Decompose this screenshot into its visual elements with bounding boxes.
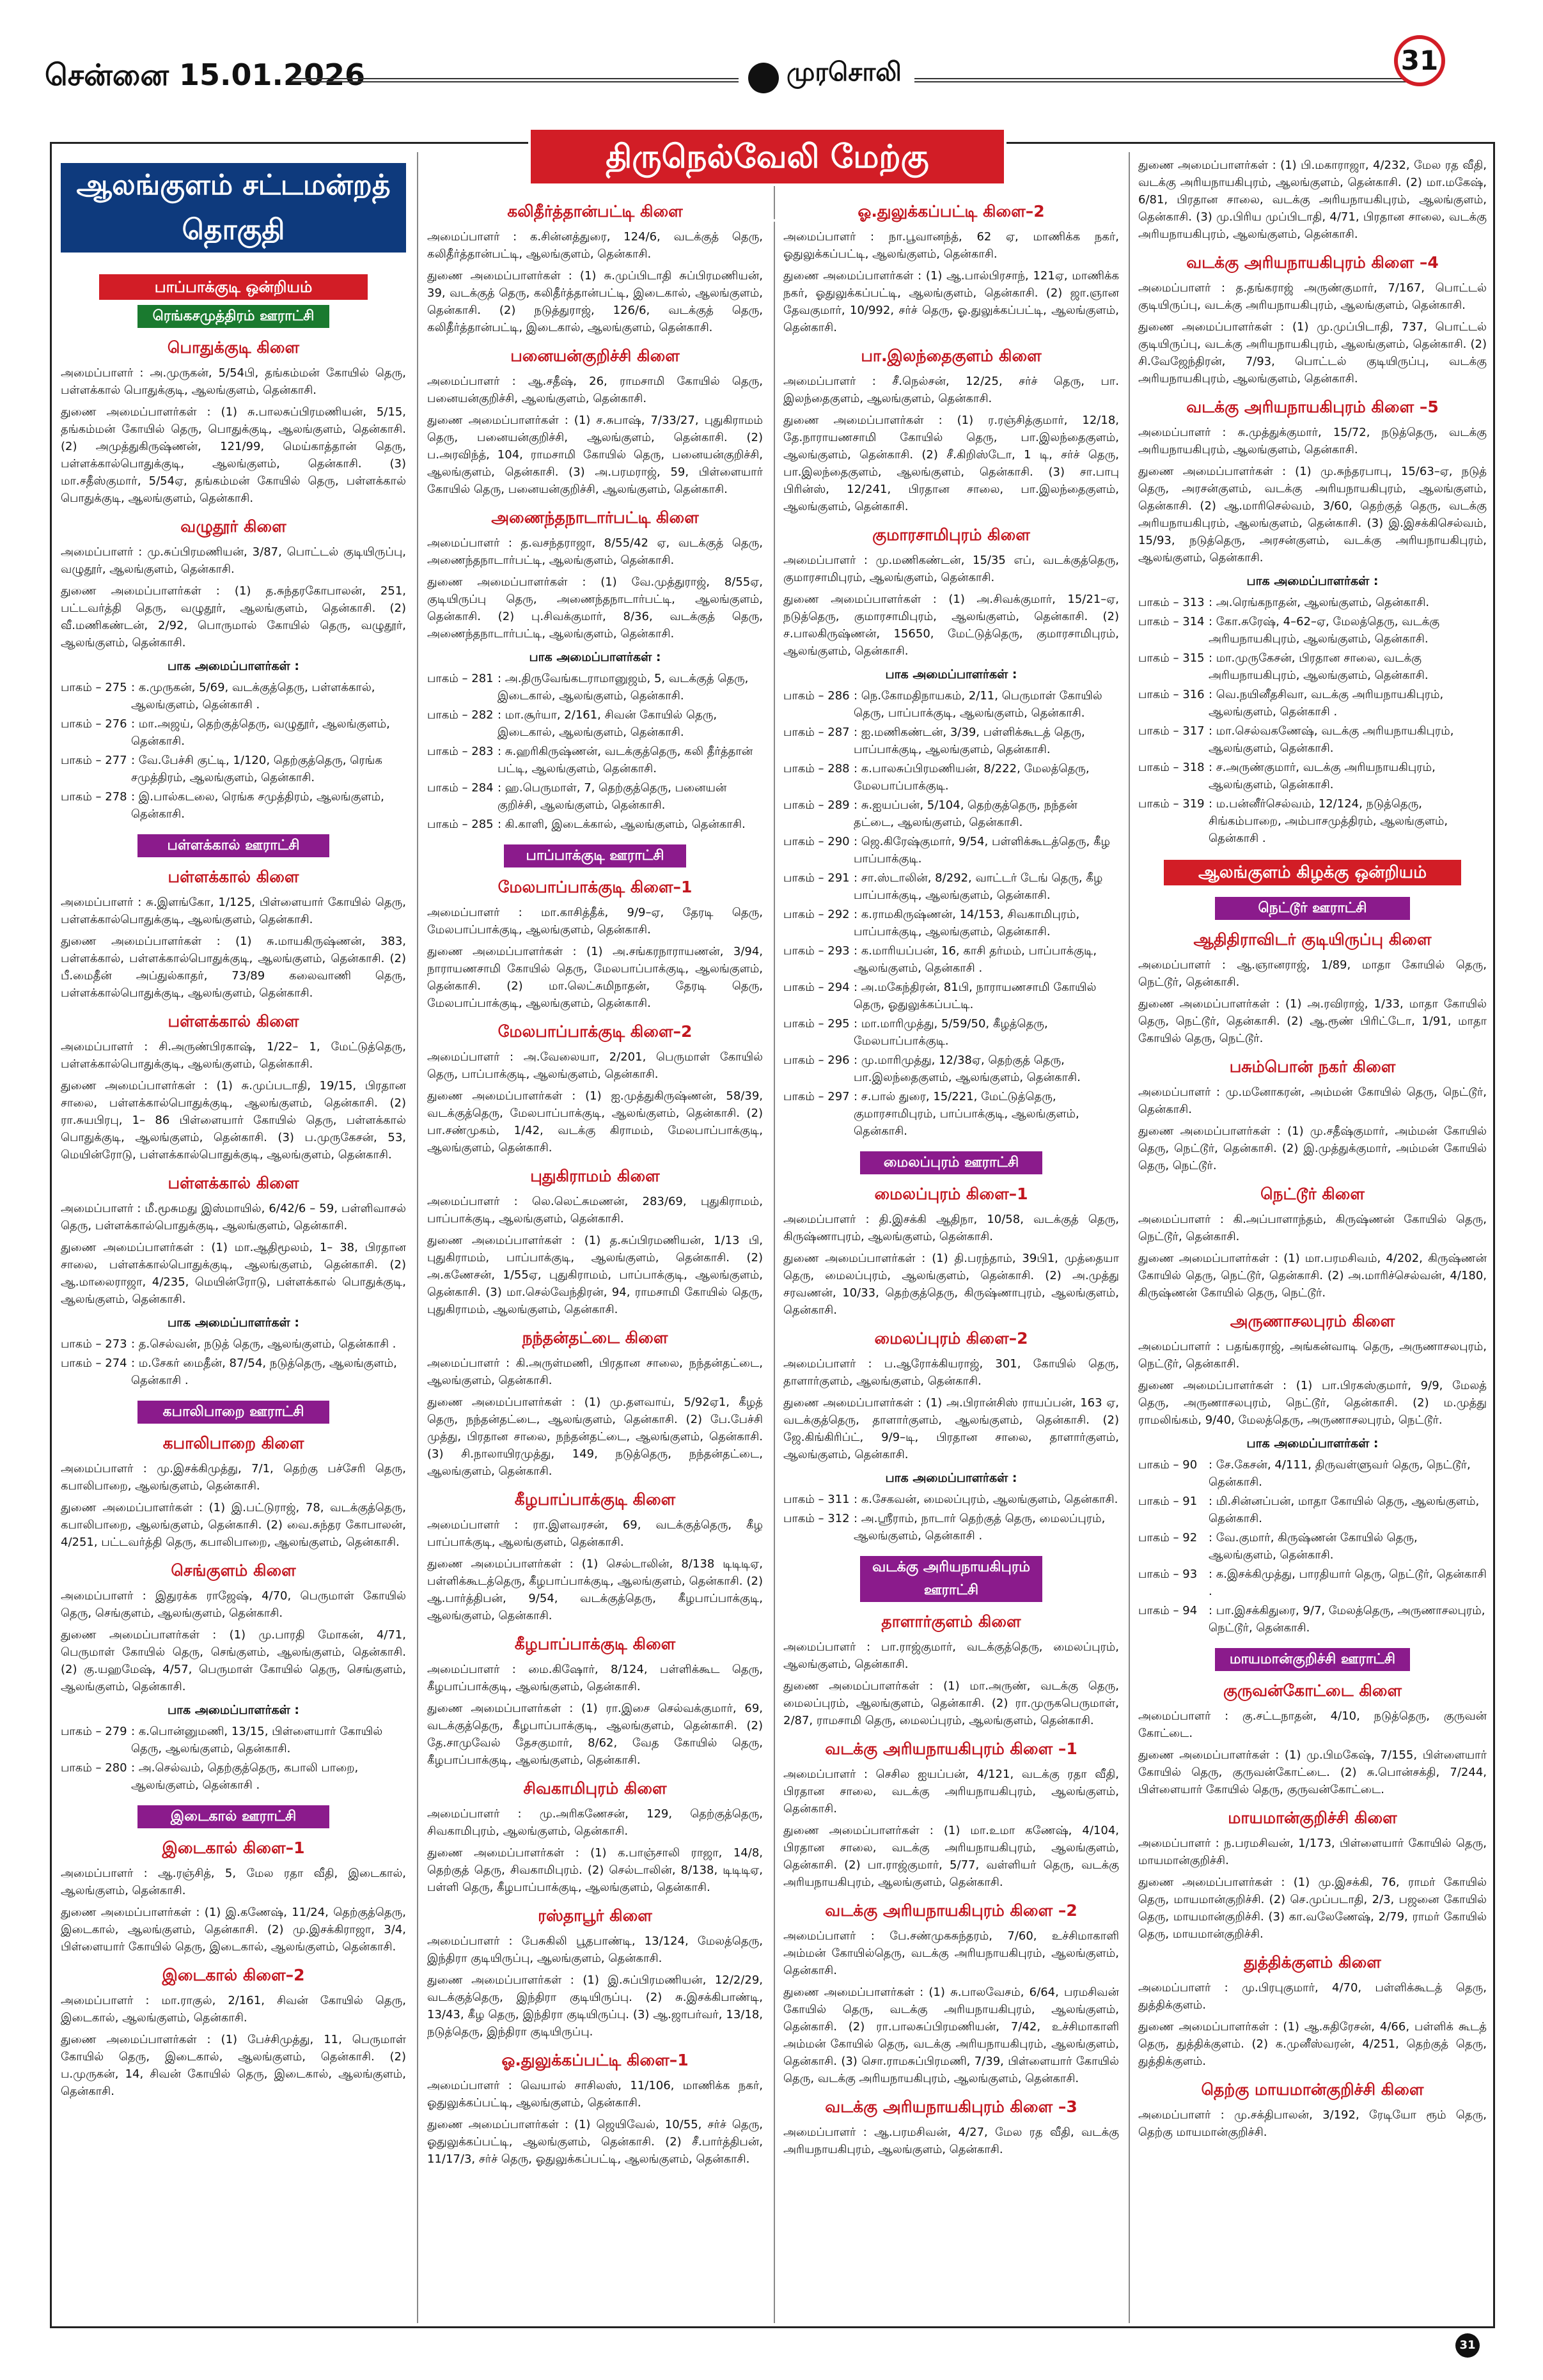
organiser: அமைப்பாளர் : க.சின்னத்துரை, 124/6, வடக்குத் தெரு, கலிதீர்த்தான்பட்டி, ஆலங்குளம், தென்காசி. (427, 230, 763, 261)
kilai-title: அருணாசலபுரம் கிளை (1230, 1312, 1395, 1330)
organiser: அமைப்பாளர் : மை.கிஷோர், 8/124, பள்ளிக்கூட தெரு, கீழபாப்பாக்குடி, ஆலங்குளம், தென்காசி. (427, 1663, 763, 1693)
bagam-row (1138, 759, 1487, 793)
bagam-number: பாகம் – 283 (427, 745, 494, 758)
bagam-text: : மா.அஜய், தெற்குத்தெரு, வழுதூர், ஆலங்குளம், தென்காசி. (131, 717, 390, 748)
bagam-text: : க.பொன்னுமணி, 13/15, பிள்ளையார் கோயில் தெரு, ஆலங்குளம், தென்காசி. (131, 1725, 383, 1755)
kilai-title: மைலப்புரம் கிளை–1 (874, 1185, 1028, 1203)
organiser: அமைப்பாளர் : சி.அருண்பிரகாஷ், 1/22– 1, மேட்டுத்தெரு, பள்ளக்கால்பொதுக்குடி, ஆலங்குளம், தென்காசி. (61, 1040, 406, 1071)
bagam-text: : த.செல்வன், நடுத் தெரு, ஆலங்குளம், தென்காசி . (131, 1337, 396, 1351)
bagam-number: பாகம் – 289 (783, 798, 850, 812)
organiser: அமைப்பாளர் : ரா.இளவரசன், 69, வடக்குத்தெரு, கீழ பாப்பாக்குடி, ஆலங்குளம், தென்காசி. (427, 1518, 763, 1549)
kilai-title: பா.இலந்தைகுளம் கிளை (861, 346, 1042, 365)
bagam-heading: பாக அமைப்பாளர்கள் : (1246, 574, 1379, 588)
bagam-heading: பாக அமைப்பாளர்கள் : (885, 667, 1017, 681)
organiser: அமைப்பாளர் : சு.இளங்கோ, 1/125, பிள்ளையார் கோயில் தெரு, பள்ளக்கால்பொதுக்குடி, ஆலங்குளம், தென்காசி. (61, 896, 406, 926)
organiser: அமைப்பாளர் : மு.இசக்கிமுத்து, 7/1, தெற்கு பச்சேரி தெரு, கபாலிபாறை, ஆலங்குளம், தென்காசி. (61, 1462, 406, 1493)
bagam-heading: பாக அமைப்பாளர்கள் : (167, 1316, 299, 1330)
footer-page-number: 31 (1455, 2333, 1480, 2358)
deputy-organisers: துணை அமைப்பாளர்கள் : (1) சு.முப்பிடாதி சுப்பிரமணியன், 39, வடக்குத் தெரு, கலிதீர்த்தான்பட்டி, இடைகால், ஆலங்குளம், தென்காசி. (2) நடுத்துராஜ், 126/6, வடக்குத் தெரு, கலிதீர்த்தான்பட்டி, இடைகால், ஆலங்குளம், தென்காசி. (427, 269, 763, 334)
deputy-organisers: துணை அமைப்பாளர்கள் : (1) இ.கணேஷ், 11/24, தெற்குத்தெரு, இடைகால், ஆலங்குளம், தென்காசி. (2) மு.இசக்கிராஜா, 3/4, பிள்ளையார் கோயில் தெரு, இடைகால், ஆலங்குளம், தென்காசி. (61, 1906, 406, 1954)
bagam-text: : ச.பால் துரை, 15/221, மேட்டுத்தெரு, குமாரசாமிபுரம், பாப்பாக்குடி, ஆலங்குளம், தென்காசி. (854, 1090, 1079, 1138)
kilai-title: நந்தன்தட்டை கிளை (522, 1328, 668, 1347)
bagam-row (61, 1759, 406, 1794)
bagam-row (783, 1510, 1119, 1544)
bagam-text: : கி.காளி, இடைக்கால், ஆலங்குளம், தென்காசி. (497, 818, 746, 831)
column-divider (774, 152, 775, 2323)
deputy-organisers: துணை அமைப்பாளர்கள் : (1) பி.மகாராஜா, 4/232, மேல ரத வீதி, வடக்கு அரியநாயகிபுரம், ஆலங்குளம், தென்காசி. (2) மா.மகேஷ், 6/81, பிரதான சாலை, வடக்கு அரியநாயகிபுரம், ஆலங்குளம், தென்காசி. (3) மு.பிரிய முப்பிடாதி, 4/71, பிரதான சாலை, வடக்கு அரியநாயகிபுரம், ஆலங்குளம், தென்காசி. (1138, 159, 1487, 241)
kilai-title: பனையன்குறிச்சி கிளை (510, 346, 680, 365)
bagam-row (783, 979, 1119, 1013)
deputy-organisers: துணை அமைப்பாளர்கள் : (1) மா.ஆதிமூலம், 1– 38, பிரதான சாலை, பள்ளக்கால்பொதுக்குடி, ஆலங்குளம், தென்காசி. (2) ஆ.மாலைராஜா, 4/235, மெயின்ரோடு, பள்ளக்கால் பொதுக்குடி, ஆலங்குளம், தென்காசி. (61, 1241, 406, 1306)
bagam-row (427, 743, 763, 777)
bagam-row (61, 715, 406, 750)
ooratchi-title: மாயமான்குறிச்சி ஊராட்சி (1215, 1648, 1410, 1671)
bagam-row (427, 816, 763, 833)
deputy-organisers: துணை அமைப்பாளர்கள் : (1) ஐ.முத்துகிருஷ்ணன், 58/39, வடக்குத்தெரு, மேலபாப்பாக்குடி, ஆலங்குளம், தென்காசி. (2) பா.சண்முகம், 1/42, வடக்கு கிராமம், மேலபாப்பாக்குடி, ஆலங்குளம், தென்காசி. (427, 1089, 763, 1155)
bagam-row (783, 906, 1119, 940)
kilai-title: சிவகாமிபுரம் கிளை (523, 1779, 667, 1798)
bagam-text: : ச.அருண்குமார், வடக்கு அரியநாயகிபுரம், ஆலங்குளம், தென்காசி. (1209, 761, 1436, 791)
bagam-text: : ஐ.மணிகண்டன், 3/39, பள்ளிக்கூடத் தெரு, பாப்பாக்குடி, ஆலங்குளம், தென்காசி. (854, 726, 1085, 756)
organiser: அமைப்பாளர் : பேசுகிலி பூதபாண்டி, 13/124, மேலத்தெரு, இந்திரா குடியிருப்பு, ஆலங்குளம், தென்காசி. (427, 1934, 763, 1965)
bagam-number: பாகம் – 291 (783, 871, 850, 885)
column-2 (427, 192, 763, 2353)
bagam-number: பாகம் – 295 (783, 1017, 850, 1031)
bagam-row (783, 1088, 1119, 1140)
bagam-row (783, 1491, 1119, 1508)
organiser: அமைப்பாளர் : தி.இசக்கி ஆதிநா, 10/58, வடக்குத் தெரு, கிருஷ்ணாபுரம், ஆலங்குளம், தென்காசி. (783, 1213, 1119, 1243)
kilai-title: ரஸ்தாபூர் கிளை (538, 1906, 652, 1925)
kilai-title: மேலபாப்பாக்குடி கிளை–1 (497, 878, 693, 896)
deputy-organisers: துணை அமைப்பாளர்கள் : (1) தி.பரந்தாம், 39பி1, முத்தையா தெரு, மைலப்புரம், ஆலங்குளம், தென்காசி. (2) அ.முத்து சரவணன், 10/33, தெற்குத்தெரு, கிருஷ்ணாபுரம், ஆலங்குளம், தென்காசி. (783, 1252, 1119, 1317)
bagam-number: பாகம் – 285 (427, 818, 494, 831)
organiser: அமைப்பாளர் : ஆ.ரஞ்சித், 5, மேல ரதா வீதி, இடைகால், ஆலங்குளம், தென்காசி. (61, 1867, 406, 1897)
bagam-number: பாகம் – 314 (1138, 615, 1205, 628)
bagam-row (783, 687, 1119, 722)
bagam-heading: பாக அமைப்பாளர்கள் : (167, 1703, 299, 1717)
bagam-number: பாகம் – 281 (427, 672, 494, 685)
deputy-organisers: துணை அமைப்பாளர்கள் : (1) ச.சுபாஷ், 7/33/27, புதுகிராமம் தெரு, பனையன்குறிச்சி, ஆலங்குளம், தென்காசி. (2) ப.அரவிந்த், 104, ராமசாமி கோயில் தெரு, பனையன்குறிச்சி, ஆலங்குளம், தென்காசி. (3) அ.பரமராஜ், 59, பிள்ளையார் கோயில் தெரு, பனையன்குறிச்சி, ஆலங்குளம், தென்காசி. (427, 414, 763, 496)
elephant-logo-icon (748, 63, 779, 93)
ooratchi-title: வடக்கு அரியநாயகிபுரம் ஊராட்சி (860, 1556, 1042, 1602)
bagam-number: பாகம் – 280 (61, 1761, 127, 1775)
bagam-text: : சே.கேசன், 4/111, திருவள்ளுவர் தெரு, நெட்டூர், தென்காசி. (1209, 1458, 1471, 1489)
kilai-title: குருவன்கோட்டை கிளை (1223, 1681, 1402, 1700)
deputy-organisers: துணை அமைப்பாளர்கள் : (1) மு.பிமகேஷ், 7/155, பிள்ளையார் கோயில் தெரு, குருவன்கோட்டை. (2) சு.பொன்சக்தி, 7/244, பிள்ளையார் கோயில் தெரு, குருவன்கோட்டை. (1138, 1748, 1487, 1796)
organiser: அமைப்பாளர் : அ.வேலையா, 2/201, பெருமாள் கோயில் தெரு, பாப்பாக்குடி, ஆலங்குளம், தென்காசி. (427, 1050, 763, 1081)
organiser: அமைப்பாளர் : நா.பூவானந்த், 62 ஏ, மாணிக்க நகர், ஓதுலுக்கப்பட்டி, ஆலங்குளம், தென்காசி. (783, 230, 1119, 261)
kilai-title: செங்குளம் கிளை (171, 1561, 296, 1580)
kilai-title: தாளார்குளம் கிளை (881, 1612, 1021, 1631)
deputy-organisers: துணை அமைப்பாளர்கள் : (1) சு.பாலவேசம், 6/64, பரமசிவன் கோயில் தெரு, வடக்கு அரியநாயகிபுரம், ஆலங்குளம், தென்காசி. (2) ரா.பாலசுப்பிரமணியன், 7/42, உச்சிமாகாளி அம்மன் கோயில் தெரு, வடக்கு அரியநாயகிபுரம், ஆலங்குளம், தென்காசி. (3) சொ.ராமசுப்பிரமணி, 7/39, பிள்ளையார் கோயில் தெரு, வடக்கு அரியநாயகிபுரம், ஆலங்குளம், தென்காசி. (783, 1986, 1119, 2085)
kilai-title: பசும்பொன் நகர் கிளை (1229, 1057, 1396, 1076)
bagam-number: பாகம் – 296 (783, 1054, 850, 1067)
organiser: அமைப்பாளர் : ந.பரமசிவன், 1/173, பிள்ளையார் கோயில் தெரு, மாயமான்குறிச்சி. (1138, 1837, 1487, 1867)
organiser: அமைப்பாளர் : த.வசந்தராஜா, 8/55/42 ஏ, வடக்குத் தெரு, அணைந்தநாடார்பட்டி, ஆலங்குளம், தென்காசி. (427, 536, 763, 567)
kilai-title: குமாரசாமிபுரம் கிளை (872, 525, 1030, 544)
bagam-heading: பாக அமைப்பாளர்கள் : (1246, 1436, 1379, 1451)
kilai-title: மைலப்புரம் கிளை–2 (874, 1329, 1028, 1348)
bagam-row (783, 833, 1119, 867)
deputy-organisers: துணை அமைப்பாளர்கள் : (1) மு.சுந்தரபாபு, 15/63–ஏ, நடுத் தெரு, அரசன்குளம், வடக்கு அரியநாயகிபுரம், ஆலங்குளம், தென்காசி. (2) ஆ.மாரிசெல்வம், 3/60, தெற்குத் தெரு, வடக்கு அரியநாயகிபுரம், ஆலங்குளம், தென்காசி. (3) இ.இசக்கிசெல்வம், 15/93, நடுத்தெரு, அரசன்குளம், வடக்கு அரியநாயகிபுரம், ஆலங்குளம், தென்காசி. (1138, 465, 1487, 564)
bagam-text: : கோ.சுரேஷ், 4–62–ஏ, மேலத்தெரு, வடக்கு அரியநாயகிபுரம், ஆலங்குளம், தென்காசி. (1209, 615, 1440, 646)
bagam-number: பாகம் – 275 (61, 681, 127, 694)
bagam-text: : மா.முருகேசன், பிரதான சாலை, வடக்கு அரியநாயகிபுரம், ஆலங்குளம், தென்காசி. (1209, 651, 1429, 682)
deputy-organisers: துணை அமைப்பாளர்கள் : (1) க.பாஞ்சாலி ராஜா, 14/8, தெற்குத் தெரு, சிவகாமிபுரம். (2) செல்டாலின், 8/138, டிடிடிஏ, பள்ளி தெரு, கீழபாப்பாக்குடி, ஆலங்குளம், தென்காசி. (427, 1846, 763, 1894)
organiser: அமைப்பாளர் : வெயால் சாசிலஸ், 11/106, மாணிக்க நகர், ஓதுலுக்கப்பட்டி, ஆலங்குளம், தென்காசி. (427, 2079, 763, 2110)
bagam-row (61, 1335, 406, 1353)
bagam-text: : மு.மாரிமுத்து, 12/38ஏ, தெற்குத் தெரு, பா.இலந்தைகுளம், ஆலங்குளம், தென்காசி. (854, 1054, 1081, 1084)
bagam-row (1138, 1529, 1487, 1564)
column-1 (61, 157, 406, 2317)
kilai-title: தெற்கு மாயமான்குறிச்சி கிளை (1201, 2080, 1424, 2099)
deputy-organisers: துணை அமைப்பாளர்கள் : (1) பா.பிரகஸ்குமார், 9/9, மேலத் தெரு, அருணாசலபுரம், நெட்டூர், தென்காசி. (2) ம.முத்து ராமலிங்கம், 9/40, மேலத்தெரு, அருணாசலபுரம், நெட்டூர். (1138, 1379, 1487, 1427)
organiser: அமைப்பாளர் : ஆ.சதீஷ், 26, ராமசாமி கோயில் தெரு, பனையன்குறிச்சி, ஆலங்குளம், தென்காசி. (427, 375, 763, 405)
organiser: அமைப்பாளர் : மு.அரிகணேசன், 129, தெற்குத்தெரு, சிவகாமிபுரம், ஆலங்குளம், தென்காசி. (427, 1807, 763, 1838)
deputy-organisers: துணை அமைப்பாளர்கள் : (1) ஜெயிவேல், 10/55, சர்ச் தெரு, ஓதுலுக்கப்பட்டி, ஆலங்குளம், தென்காசி. (2) சீ.பார்த்திபன், 11/17/3, சர்ச் தெரு, ஓதுலுக்கப்பட்டி, ஆலங்குளம், தென்காசி. (427, 2118, 763, 2166)
kilai-title: இடைகால் கிளை–1 (162, 1839, 305, 1857)
organiser: அமைப்பாளர் : மு.சக்திபாலன், 3/192, ரேடியோ ரூம் தெரு, தெற்கு மாயமான்குறிச்சி. (1138, 2108, 1487, 2139)
bagam-row (783, 724, 1119, 758)
bagam-row (1138, 594, 1487, 611)
bagam-text: : வே.பேச்சி குட்டி, 1/120, தெற்குத்தெரு, ரெங்க சமுத்திரம், ஆலங்குளம், தென்காசி. (131, 754, 382, 784)
deputy-organisers: துணை அமைப்பாளர்கள் : (1) த.சுப்பிரமணியன், 1/13 பி, புதுகிராமம், பாப்பாக்குடி, ஆலங்குளம், தென்காசி. (2) அ.கணேசன், 1/55ஏ, புதுகிராமம், பாப்பாக்குடி, ஆலங்குளம், தென்காசி. (3) மா.செல்வேந்திரன், 94, ராமசாமி கோயில் தெரு, புதுகிராமம், ஆலங்குளம், தென்காசி. (427, 1234, 763, 1316)
deputy-organisers: துணை அமைப்பாளர்கள் : (1) மு.முப்பிடாதி, 737, பொட்டல் குடியிருப்பு, வடக்கு அரியநாயகிபுரம், ஆலங்குளம், தென்காசி. (2) சி.வேஜேந்திரன், 7/93, பொட்டல் குடியிருப்பு, வடக்கு அரியநாயகிபுரம், ஆலங்குளம், தென்காசி. (1138, 320, 1487, 385)
deputy-organisers: துணை அமைப்பாளர்கள் : (1) இ.சுப்பிரமணியன், 12/2/29, வடக்குத்தெரு, இந்திரா குடியிருப்பு. (2) சு.இசக்கிபாண்டி, 13/43, கீழ தெரு, இந்திரா குடியிருப்பு. (3) ஆ.ஜாபர்வர், 13/18, நடுத்தெரு, இந்திரா குடியிருப்பு. (427, 1973, 763, 2039)
bagam-row (783, 797, 1119, 831)
bagam-number: பாகம் – 91 (1138, 1495, 1198, 1508)
bagam-number: பாகம் – 315 (1138, 651, 1205, 665)
bagam-row (1138, 613, 1487, 648)
organiser: அமைப்பாளர் : மு.மணிகண்டன், 15/35 எப், வடக்குத்தெரு, குமாரசாமிபுரம், ஆலங்குளம், தென்காசி. (783, 554, 1119, 584)
bagam-text: : நெ.கோமதிநாயகம், 2/11, பெருமாள் கோயில் தெரு, பாப்பாக்குடி, ஆலங்குளம், தென்காசி. (854, 689, 1102, 720)
bagam-row (783, 1052, 1119, 1086)
bagam-text: : அ.மகேந்திரன், 81பி, நாராயணசாமி கோயில் தெரு, ஓதுலுக்கப்பட்டி. (854, 981, 1097, 1011)
bagam-number: பாகம் – 277 (61, 754, 127, 767)
bagam-number: பாகம் – 282 (427, 708, 494, 722)
kilai-title: நெட்டூர் கிளை (1260, 1185, 1365, 1203)
kilai-title: மாயமான்குறிச்சி கிளை (1228, 1808, 1397, 1827)
deputy-organisers: துணை அமைப்பாளர்கள் : (1) மு.தளவாய், 5/92ஏ1, கீழத் தெரு, நந்தன்தட்டை, ஆலங்குளம், தென்காசி. (2) பே.பேச்சி முத்து, பிரதான சாலை, நந்தன்தட்டை, ஆலங்குளம், தென்காசி. (3) சி.நாலாயிரமுத்து, 149, நடுத்தெரு, நந்தன்தட்டை, ஆலங்குளம், தென்காசி. (427, 1396, 763, 1478)
bagam-row (61, 752, 406, 786)
bagam-number: பாகம் – 94 (1138, 1604, 1198, 1617)
bagam-number: பாகம் – 90 (1138, 1458, 1198, 1472)
organiser: அமைப்பாளர் : ஆ.பரமசிவன், 4/27, மேல ரத வீதி, வடக்கு அரியநாயகிபுரம், ஆலங்குளம், தென்காசி. (783, 2126, 1119, 2156)
deputy-organisers: துணை அமைப்பாளர்கள் : (1) சு.பாலசுப்பிரமணியன், 5/15, தங்கம்மன் கோயில் தெரு, பொதுக்குடி, ஆலங்குளம், தென்காசி. (2) அமுத்துகிருஷ்ணன், 121/99, மெய்காத்தான் தெரு, பள்ளக்கால்பொதுக்குடி, ஆலங்குளம், தென்காசி. (3) மா.சதீஸ்குமார், 5/54ஏ, தங்கம்மன் கோயில் தெரு, பள்ளக்கால் பொதுக்குடி, ஆலங்குளம், தென்காசி. (61, 405, 406, 505)
deputy-organisers: துணை அமைப்பாளர்கள் : (1) மா.அருண், வடக்கு தெரு, மைலப்புரம், ஆலங்குளம், தென்காசி. (2) ரா.முருகபெருமாள், 2/87, ராமசாமி தெரு, மைலப்புரம், ஆலங்குளம், தென்காசி. (783, 1679, 1119, 1727)
organiser: அமைப்பாளர் : கி.அருள்மணி, பிரதான சாலை, நந்தன்தட்டை, ஆலங்குளம், தென்காசி. (427, 1357, 763, 1387)
union-title: பாப்பாக்குடி ஒன்றியம் (99, 274, 368, 300)
deputy-organisers: துணை அமைப்பாளர்கள் : (1) ரா.இசை செல்வக்குமார், 69, வடக்குத்தெரு, கீழபாப்பாக்குடி, ஆலங்குளம், தென்காசி. (2) தே.சாமுவேல் தேசகுமார், 8/62, வேத கோயில் தெரு, கீழபாப்பாக்குடி, ஆலங்குளம், தென்காசி. (427, 1702, 763, 1767)
organiser: அமைப்பாளர் : இதுரக்க ராஜேஷ், 4/70, பெருமாள் கோயில் தெரு, செங்குளம், ஆலங்குளம், தென்காசி. (61, 1589, 406, 1620)
bagam-row (1138, 649, 1487, 684)
deputy-organisers: துணை அமைப்பாளர்கள் : (1) ஆ.பால்பிரசாந், 121ஏ, மாணிக்க நகர், ஓதுலுக்கப்பட்டி, ஆலங்குளம், தென்காசி. (2) ஜா.ஞான தேவகுமார், 10/992, சர்ச் தெரு, ஓ.துலுக்கப்பட்டி, ஆலங்குளம், தென்காசி. (783, 269, 1119, 334)
bagam-text: : சு.ஹரிகிருஷ்ணன், வடக்குத்தெரு, கலி தீர்த்தான் பட்டி, ஆலங்குளம், தென்காசி. (497, 745, 753, 775)
newspaper-name: முரசொலி (787, 58, 902, 87)
organiser: அமைப்பாளர் : செசில ஐயப்பன், 4/121, வடக்கு ரதா வீதி, பிரதான சாலை, வடக்கு அரியநாயகிபுரம், ஆலங்குளம், தென்காசி. (783, 1768, 1119, 1816)
bagam-heading: பாக அமைப்பாளர்கள் : (167, 659, 299, 673)
district-title: திருநெல்வேலி மேற்கு மாவட்டம் (531, 130, 1004, 183)
constituency-title: ஆலங்குளம் சட்டமன்றத் தொகுதி (61, 163, 406, 253)
deputy-organisers: துணை அமைப்பாளர்கள் : (1) மா.உமா கணேஷ், 4/104, பிரதான சாலை, வடக்கு அரியநாயகிபுரம், ஆலங்குளம், தென்காசி. (2) பா.ராஜ்குமார், 5/77, வள்ளியர் தெரு, வடக்கு அரியநாயகிபுரம், ஆலங்குளம், தென்காசி. (783, 1824, 1119, 1889)
bagam-number: பாகம் – 286 (783, 689, 850, 703)
kilai-title: வடக்கு அரியநாயகிபுரம் கிளை –2 (825, 1901, 1077, 1920)
bagam-row (61, 788, 406, 823)
bagam-text: : க.முருகன், 5/69, வடக்குத்தெரு, பள்ளக்கால், ஆலங்குளம், தென்காசி . (131, 681, 375, 712)
kilai-title: கலிதீர்த்தான்பட்டி கிளை (507, 202, 683, 221)
kilai-title: வடக்கு அரியநாயகிபுரம் கிளை –3 (825, 2097, 1077, 2116)
kilai-title: வடக்கு அரியநாயகிபுரம் கிளை –1 (825, 1739, 1077, 1758)
deputy-organisers: துணை அமைப்பாளர்கள் : (1) வே.முத்துராஜ், 8/55ஏ, குடியிருப்பு தெரு, அணைந்தநாடார்பட்டி, ஆலங்குளம், தென்காசி. (2) பு.சிவக்குமார், 8/36, வடக்குத் தெரு, அணைந்தநாடார்பட்டி, ஆலங்குளம், தென்காசி. (427, 575, 763, 641)
bagam-text: : இ.பால்கடலை, ரெங்க சமுத்திரம், ஆலங்குளம், தென்காசி. (131, 790, 384, 821)
ooratchi-title: கபாலிபாறை ஊராட்சி (137, 1401, 329, 1424)
bagam-number: பாகம் – 318 (1138, 761, 1205, 774)
deputy-organisers: துணை அமைப்பாளர்கள் : (1) மு.இசக்கி, 76, ராமர் கோயில் தெரு, மாயமான்குறிச்சி. (2) செ.முப்படாதி, 2/3, பஜனை கோயில் தெரு, மாயமான்குறிச்சி. (3) கா.வலேணேஷ், 2/79, ராமர் கோயில் தெரு, மாயமான்குறிச்சி. (1138, 1876, 1487, 1941)
kilai-title: பள்ளக்கால் கிளை (168, 867, 299, 886)
bagam-text: : சா.ஸ்டாலின், 8/292, வாட்டர் டேங் தெரு, கீழ பாப்பாக்குடி, ஆலங்குளம், தென்காசி. (854, 871, 1103, 902)
ooratchi-title: ரெங்கசமுத்திரம் ஊராட்சி (137, 305, 329, 328)
bagam-text: : க.பாலசுப்பிரமணியன், 8/222, மேலத்தெரு, மேலபாப்பாக்குடி. (854, 762, 1090, 793)
ooratchi-title: இடைகால் ஊராட்சி (137, 1805, 329, 1828)
bagam-number: பாகம் – 290 (783, 835, 850, 848)
organiser: அமைப்பாளர் : மா.ராகுல், 2/161, சிவன் கோயில் தெரு, இடைகால், ஆலங்குளம், தென்காசி. (61, 1994, 406, 2025)
bagam-number: பாகம் – 287 (783, 726, 850, 739)
kilai-title: பொதுக்குடி கிளை (167, 338, 300, 357)
bagam-text: : மா.செல்வகணேஷ், வடக்கு அரியநாயகிபுரம், ஆலங்குளம், தென்காசி. (1209, 724, 1454, 755)
column-3 (783, 192, 1119, 2353)
bagam-row (427, 779, 763, 814)
deputy-organisers: துணை அமைப்பாளர்கள் : (1) அ.பிரான்சிஸ் ராயப்பன், 163 ஏ, வடக்குத்தெரு, தாளார்குளம், ஆலங்குளம், தென்காசி. (2) ஜே.கிங்கிரிப்ட், 9/9–டி, பிரதான சாலை, தாளார்குளம், ஆலங்குளம், தென்காசி. (783, 1396, 1119, 1461)
union-title: ஆலங்குளம் கிழக்கு ஒன்றியம் (1164, 860, 1461, 885)
kilai-title: இடைகால் கிளை–2 (162, 1966, 305, 1984)
bagam-text: : க.ராமகிருஷ்ணன், 14/153, சிவகாமிபுரம், பாப்பாக்குடி, ஆலங்குளம், தென்காசி. (854, 908, 1080, 938)
bagam-row (783, 760, 1119, 795)
organiser: அமைப்பாளர் : கு.சட்டநாதன், 4/10, நடுத்தெரு, குருவன் கோட்டை. (1138, 1709, 1487, 1740)
bagam-heading: பாக அமைப்பாளர்கள் : (885, 1471, 1017, 1485)
bagam-row (1138, 795, 1487, 847)
organiser: அமைப்பாளர் : பே.சண்முகசுந்தரம், 7/60, உச்சிமாகாளி அம்மன் கோயில்தெரு, வடக்கு அரியநாயகிபுரம், ஆலங்குளம், தென்காசி. (783, 1929, 1119, 1977)
ooratchi-title: நெட்டூர் ஊராட்சி (1215, 897, 1410, 920)
bagam-row (427, 670, 763, 704)
bagam-text: : மி.சின்னப்பன், மாதா கோயில் தெரு, ஆலங்குளம், தென்காசி. (1209, 1495, 1480, 1525)
bagam-text: : க.இசக்கிமுத்து, பாரதியார் தெரு, நெட்டூர், தென்காசி . (1209, 1567, 1487, 1598)
bagam-text: : அ.திருவேங்கடராமானுஜம், 5, வடக்குத் தெரு, இடைகால், ஆலங்குளம், தென்காசி. (497, 672, 749, 703)
ooratchi-title: பள்ளக்கால் ஊராட்சி (137, 834, 329, 857)
deputy-organisers: துணை அமைப்பாளர்கள் : (1) இ.பட்டுராஜ், 78, வடக்குத்தெரு, கபாலிபாறை, ஆலங்குளம், தென்காசி. (2) வை.சுந்தர கோபாலன், 4/251, பட்டவர்த்தி தெரு, கபாலிபாறை, ஆலங்குளம், தென்காசி. (61, 1501, 406, 1549)
kilai-title: புதுகிராமம் கிளை (530, 1167, 660, 1185)
organiser: அமைப்பாளர் : சீ.நெல்சன், 12/25, சர்ச் தெரு, பா. இலந்தைகுளம், ஆலங்குளம், தென்காசி. (783, 375, 1119, 405)
bagam-text: : மா.மாரிமுத்து, 5/59/50, கீழத்தெரு, மேலபாப்பாக்குடி. (854, 1017, 1048, 1048)
kilai-title: பள்ளக்கால் கிளை (168, 1012, 299, 1031)
deputy-organisers: துணை அமைப்பாளர்கள் : (1) மு.பாரதி மோகன், 4/71, பெருமாள் கோயில் தெரு, செங்குளம், ஆலங்குளம், தென்காசி. (2) கு.யஹமேஷ், 4/57, பெருமாள் கோயில் தெரு, செங்குளம், ஆலங்குளம், தென்காசி. (61, 1628, 406, 1693)
bagam-number: பாகம் – 273 (61, 1337, 127, 1351)
organiser: அமைப்பாளர் : மு.பிரபுகுமார், 4/70, பள்ளிக்கூடத் தெரு, துத்திக்குளம். (1138, 1981, 1487, 2012)
organiser: அமைப்பாளர் : மு.சுப்பிரமணியன், 3/87, பொட்டல் குடியிருப்பு, வழுதூர், ஆலங்குளம், தென்காசி. (61, 545, 406, 576)
organiser: அமைப்பாளர் : பா.ராஜ்குமார், வடக்குத்தெரு, மைலப்புரம், ஆலங்குளம், தென்காசி. (783, 1640, 1119, 1671)
deputy-organisers: துணை அமைப்பாளர்கள் : (1) மு.சதீஷ்குமார், அம்மன் கோயில் தெரு, நெட்டூர், தென்காசி. (2) இ.முத்துக்குமார், அம்மன் கோயில் தெரு, நெட்டூர். (1138, 1124, 1487, 1172)
bagam-heading: பாக அமைப்பாளர்கள் : (529, 650, 661, 664)
bagam-number: பாகம் – 293 (783, 944, 850, 958)
deputy-organisers: துணை அமைப்பாளர்கள் : (1) த.சுந்தரகோபாலன், 251, பட்டவர்த்தி தெரு, வழுதூர், ஆலங்குளம், தென்காசி. (2) வீ.மணிகண்டன், 2/92, பொருமால் கோயில் தெரு, வழுதூர், ஆலங்குளம், தென்காசி. (61, 584, 406, 649)
bagam-text: : அ.செல்வம், தெற்குத்தெரு, கபாலி பாறை, ஆலங்குளம், தென்காசி . (131, 1761, 359, 1792)
organiser: அமைப்பாளர் : லெ.லெட்சுமணன், 283/69, புதுகிராமம், பாப்பாக்குடி, ஆலங்குளம், தென்காசி. (427, 1195, 763, 1225)
organiser: அமைப்பாளர் : அ.முருகன், 5/54பி, தங்கம்மன் கோயில் தெரு, பள்ளக்கால் பொதுக்குடி, ஆலங்குளம், தென்காசி. (61, 366, 406, 397)
ooratchi-title: பாப்பாக்குடி ஊராட்சி (504, 844, 686, 867)
kilai-title: அணைந்தநாடார்பட்டி கிளை (491, 508, 699, 527)
organiser: அமைப்பாளர் : மீ.மூசுமது இஸ்மாயில், 6/42/6 – 59, பள்ளிவாசல் தெரு, பள்ளக்கால்பொதுக்குடி, ஆலங்குளம், தென்காசி. (61, 1202, 406, 1233)
bagam-number: பாகம் – 92 (1138, 1531, 1198, 1544)
kilai-title: ஆதிதிராவிடர் குடியிருப்பு கிளை (1193, 930, 1432, 949)
bagam-text: : வே.குமார், கிருஷ்ணன் கோயில் தெரு, ஆலங்குளம், தென்காசி. (1209, 1531, 1418, 1562)
deputy-organisers: துணை அமைப்பாளர்கள் : (1) சு.மாயகிருஷ்ணன், 383, பள்ளக்கால், பள்ளக்கால்பொதுக்குடி, ஆலங்குளம், தென்காசி. (2) பீ.மைதீன் அப்துல்காதர், 73/89 கலைவாணி தெரு, பள்ளக்கால்பொதுக்குடி, ஆலங்குளம், தென்காசி. (61, 935, 406, 1000)
city-date: சென்னை 15.01.2026 (45, 58, 366, 92)
bagam-text: : அ.ரெங்கநாதன், ஆலங்குளம், தென்காசி. (1209, 596, 1430, 609)
bagam-number: பாகம் – 276 (61, 717, 127, 731)
bagam-row (1138, 1493, 1487, 1527)
masthead-rule-left (291, 78, 739, 82)
organiser: அமைப்பாளர் : கி.அப்பாளாந்தம், கிருஷ்ணன் கோயில் தெரு, நெட்டூர், தென்காசி. (1138, 1213, 1487, 1243)
column-divider (417, 152, 418, 2323)
kilai-title: கீழபாப்பாக்குடி கிளை (514, 1490, 676, 1509)
organiser: அமைப்பாளர் : சு.முத்துக்குமார், 15/72, நடுத்தெரு, வடக்கு அரியநாயகிபுரம், ஆலங்குளம், தென்காசி. (1138, 426, 1487, 456)
kilai-title: வடக்கு அரியநாயகிபுரம் கிளை –5 (1186, 398, 1439, 416)
bagam-text: : பா.இசக்கிதுரை, 9/7, மேலத்தெரு, அருணாசலபுரம், நெட்டூர், தென்காசி. (1209, 1604, 1485, 1635)
deputy-organisers: துணை அமைப்பாளர்கள் : (1) செல்டாலின், 8/138 டிடிடிஏ, பள்ளிக்கூடத்தெரு, கீழபாப்பாக்குடி, ஆலங்குளம், தென்காசி. (2) ஆ.பார்த்திபன், 9/54, வடக்குத்தெரு, கீழபாப்பாக்குடி, ஆலங்குளம், தென்காசி. (427, 1557, 763, 1622)
kilai-title: பள்ளக்கால் கிளை (168, 1174, 299, 1192)
organiser: அமைப்பாளர் : ஆ.ஞானராஜ், 1/89, மாதா கோயில் தெரு, நெட்டூர், தென்காசி. (1138, 958, 1487, 989)
bagam-row (427, 706, 763, 741)
bagam-text: : சு.ஐயப்பன், 5/104, தெற்குத்தெரு, நந்தன் தட்டை, ஆலங்குளம், தென்காசி. (854, 798, 1077, 829)
bagam-text: : ம.பன்னீர்செல்வம், 12/124, நடுத்தெரு, சிங்கம்பாறை, அம்பாசமுத்திரம், ஆலங்குளம், தென்காசி . (1209, 797, 1448, 845)
bagam-number: பாகம் – 284 (427, 781, 494, 795)
bagam-number: பாகம் – 288 (783, 762, 850, 775)
organiser: அமைப்பாளர் : த.தங்கராஜ் அருண்குமார், 7/167, பொட்டல் குடியிருப்பு, வடக்கு அரியநாயகிபுரம், ஆலங்குளம், தென்காசி. (1138, 281, 1487, 312)
bagam-row (783, 1015, 1119, 1050)
organiser: அமைப்பாளர் : ப.ஆரோக்கியராஜ், 301, கோயில் தெரு, தாளார்குளம், ஆலங்குளம், தென்காசி. (783, 1357, 1119, 1388)
deputy-organisers: துணை அமைப்பாளர்கள் : (1) அ.சிவக்குமார், 15/21–ஏ, நடுத்தெரு, குமாரசாமிபுரம், ஆலங்குளம், தென்காசி. (2) ச.பாலகிருஷ்ணன், 15650, மேட்டுத்தெரு, குமாரசாமிபுரம், ஆலங்குளம், தென்காசி. (783, 593, 1119, 658)
column-divider (1129, 152, 1130, 2323)
bagam-number: பாகம் – 279 (61, 1725, 127, 1738)
kilai-title: ஓ.துலுக்கப்பட்டி கிளை–2 (858, 202, 1045, 221)
organiser: அமைப்பாளர் : மா.காசித்தீக், 9/9–ஏ, தேரடி தெரு, மேலபாப்பாக்குடி, ஆலங்குளம், தென்காசி. (427, 906, 763, 937)
bagam-row (1138, 686, 1487, 720)
deputy-organisers: துணை அமைப்பாளர்கள் : (1) அ.சங்கரநாராயணன், 3/94, நாராயணசாமி கோயில் தெரு, மேலபாப்பாக்குடி, ஆலங்குளம், தென்காசி. (2) மா.லெட்சுமிநாதன், தேரடி தெரு, மேலபாப்பாக்குடி, ஆலங்குளம், தென்காசி. (427, 945, 763, 1010)
deputy-organisers: துணை அமைப்பாளர்கள் : (1) பேச்சிமுத்து, 11, பெருமாள் கோயில் தெரு, இடைகால், ஆலங்குளம், தென்காசி. (2) ப.முருகன், 14, சிவன் கோயில் தெரு, இடைகால், ஆலங்குளம், தென்காசி. (61, 2033, 406, 2098)
bagam-number: பாகம் – 316 (1138, 688, 1205, 701)
bagam-text: : ஜெ.கிரேஷ்குமார், 9/54, பள்ளிக்கூடத்தெரு, கீழ பாப்பாக்குடி. (854, 835, 1111, 866)
bagam-text: : வெ.நயினீதசிவா, வடக்கு அரியநாயகிபுரம், ஆலங்குளம், தென்காசி . (1209, 688, 1444, 719)
bagam-number: பாகம் – 278 (61, 790, 127, 804)
deputy-organisers: துணை அமைப்பாளர்கள் : (1) ர.ரஞ்சித்குமார், 12/18, தே.நாராயணசாமி கோயில் தெரு, பா.இலந்தைகுளம், ஆலங்குளம், தென்காசி. (2) சீ.கிறிஸ்டோ, 1 டி, சர்ச் தெரு, பா.இலந்தைகுளம், ஆலங்குளம், தென்காசி. (3) சா.பாபு பிரின்ஸ், 12/241, பிரதான சாலை, பா.இலந்தைகுளம், ஆலங்குளம், தென்காசி. (783, 414, 1119, 513)
bagam-row (61, 1355, 406, 1389)
bagam-row (1138, 1456, 1487, 1491)
bagam-number: பாகம் – 93 (1138, 1567, 1198, 1581)
bagam-text: : அ.ஸ்ரீராம், நாடார் தெற்குத் தெரு, மைலப்புரம், ஆலங்குளம், தென்காசி . (854, 1512, 1106, 1543)
deputy-organisers: துணை அமைப்பாளர்கள் : (1) அ.ரவிராஜ், 1/33, மாதா கோயில் தெரு, நெட்டூர், தென்காசி. (2) ஆ.ரூண் பிரிட்டோ, 1/91, மாதா கோயில் தெரு, நெட்டூர். (1138, 997, 1487, 1045)
bagam-text: : ஹ.பெருமாள், 7, தெற்குத்தெரு, பனையன் குறிச்சி, ஆலங்குளம், தென்காசி. (497, 781, 727, 812)
column-4 (1138, 157, 1487, 2317)
bagam-row (1138, 1566, 1487, 1600)
deputy-organisers: துணை அமைப்பாளர்கள் : (1) மா.பரமசிவம், 4/202, கிருஷ்ணன் கோயில் தெரு, நெட்டூர், தென்காசி. (2) அ.மாரிச்செல்வன், 4/180, கிருஷ்ணன் கோயில் தெரு, நெட்டூர். (1138, 1252, 1487, 1300)
bagam-row (1138, 1602, 1487, 1637)
ooratchi-title: மைலப்புரம் ஊராட்சி (860, 1151, 1042, 1174)
page-number-badge: 31 (1394, 35, 1445, 86)
bagam-row (783, 869, 1119, 904)
bagam-row (783, 942, 1119, 977)
kilai-title: மேலபாப்பாக்குடி கிளை–2 (497, 1022, 693, 1041)
bagam-row (1138, 722, 1487, 757)
bagam-number: பாகம் – 313 (1138, 596, 1205, 609)
bagam-text: : ம.சேகர் மைதீன், 87/54, நடுத்தெரு, ஆலங்குளம், தென்காசி . (131, 1357, 397, 1387)
masthead (45, 13, 1496, 141)
bagam-text: : மா.சூர்யா, 2/161, சிவன் கோயில் தெரு, இடைகால், ஆலங்குளம், தென்காசி. (497, 708, 717, 739)
bagam-number: பாகம் – 319 (1138, 797, 1205, 811)
organiser: அமைப்பாளர் : மு.மனோகரன், அம்மன் கோயில் தெரு, நெட்டூர், தென்காசி. (1138, 1085, 1487, 1116)
kilai-title: கபாலிபாறை கிளை (162, 1434, 304, 1452)
bagam-number: பாகம் – 312 (783, 1512, 850, 1525)
deputy-organisers: துணை அமைப்பாளர்கள் : (1) சு.முப்படாதி, 19/15, பிரதான சாலை, பள்ளக்கால்பொதுக்குடி, ஆலங்குளம், தென்காசி. (2) ரா.சுயபிரபு, 1– 86 பிள்ளையார் கோயில் தெரு, பள்ளக்கால் பொதுக்குடி, ஆலங்குளம், தென்காசி. (3) ப.முருகேசன், 53, மெயின்ரோடு, பள்ளக்கால்பொதுக்குடி, ஆலங்குளம், தென்காசி. (61, 1079, 406, 1162)
kilai-title: வழுதூர் கிளை (180, 517, 286, 536)
bagam-row (61, 679, 406, 713)
bagam-number: பாகம் – 317 (1138, 724, 1205, 738)
kilai-title: கீழபாப்பாக்குடி கிளை (514, 1635, 676, 1653)
bagam-number: பாகம் – 311 (783, 1493, 850, 1506)
kilai-title: ஓ.துலுக்கப்பட்டி கிளை–1 (501, 2051, 689, 2069)
bagam-number: பாகம் – 297 (783, 1090, 850, 1103)
bagam-number: பாகம் – 292 (783, 908, 850, 921)
bagam-text: : க.மாரியப்பன், 16, காசி தர்மம், பாப்பாக்குடி, ஆலங்குளம், தென்காசி . (854, 944, 1097, 975)
deputy-organisers: துணை அமைப்பாளர்கள் : (1) ஆ.சுதிரேசன், 4/66, பள்ளிக் கூடத் தெரு, துத்திக்குளம். (2) க.முனீஸ்வரன், 4/251, தெற்குத் தெரு, துத்திக்குளம். (1138, 2020, 1487, 2068)
organiser: அமைப்பாளர் : பதங்கராஜ், அங்கன்வாடி தெரு, அருணாசலபுரம், நெட்டூர், தென்காசி. (1138, 1340, 1487, 1371)
masthead-rule-right (914, 78, 1423, 82)
bagam-number: பாகம் – 274 (61, 1357, 127, 1370)
kilai-title: துத்திக்குளம் கிளை (1244, 1953, 1381, 1972)
bagam-number: பாகம் – 294 (783, 981, 850, 994)
kilai-title: வடக்கு அரியநாயகிபுரம் கிளை –4 (1186, 253, 1439, 272)
bagam-row (61, 1723, 406, 1757)
bagam-text: : க.சேகவன், மைலப்புரம், ஆலங்குளம், தென்காசி. (854, 1493, 1118, 1506)
